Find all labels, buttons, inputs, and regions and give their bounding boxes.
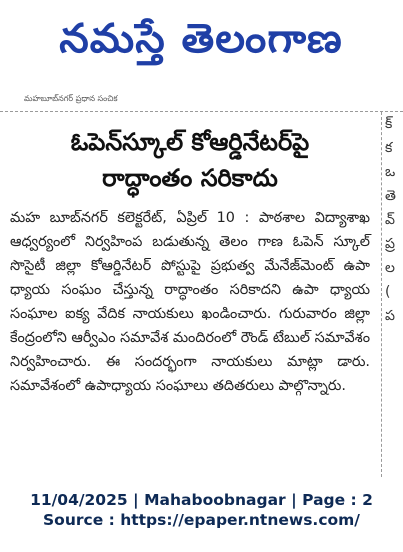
adjacent-line: వ్ <box>385 212 395 228</box>
article-headline <box>0 124 380 196</box>
footer-date-edition: 11/04/2025 | Mahaboobnagar | Page : 2 <box>30 491 373 509</box>
article-body: మహ బూబ్‌నగర్ కలెక్టరేట్, ఏప్రిల్ 10 : పాఠశాల విద్యాశాఖ ఆధ్వర్యంలో నిర్వహింప బడుతున్న తెలం గాణ ఓపెన్ స్కూల్ సొసైటీ జిల్లా కోఆర్డినేటర్ పోస్టుపై ప్రభుత్వ మేనేజ్‌మెంట్ ఉపా ధ్యాయ సంఘం చేస్తున్న రాద్ధాంతం సరికాదని ఉపా ధ్యాయ సంఘాల ఐక్య వేదిక నాయకులు ఖండించారు. గురువారం జిల్లా కేంద్రంలోని ఆర్వీఎం సమావేశ మందిరంలో రౌండ్ టేబుల్ సమావేశం నిర్వహించారు. ఈ సందర్భంగా నాయకులు మాట్లా డారు. సమావేశంలో ఉపాధ్యాయ సంఘాలు తదితరులు పాల్గొన్నారు. <box>10 210 370 394</box>
source-footer <box>0 478 403 552</box>
adjacent-line: ల <box>385 260 395 276</box>
adjacent-line: క్ <box>385 116 393 132</box>
adjacent-line: ఒ <box>385 164 396 180</box>
article <box>0 112 380 478</box>
adjacent-line: క <box>385 140 393 156</box>
column-divider <box>381 112 382 477</box>
dateline: మహబూబ్‌నగర్ ప్రధాన సంచిక <box>24 94 118 103</box>
adjacent-line: తె <box>385 188 396 204</box>
footer-source-link[interactable]: Source : https://epaper.ntnews.com/ <box>43 511 360 529</box>
newspaper-logo: నమస్తే తెలంగాణ <box>59 16 344 62</box>
adjacent-line: ప్ర <box>385 236 395 252</box>
headline-line-1: ఓపెన్‌స్కూల్ కోఆర్డినేటర్‌పై <box>70 128 310 156</box>
headline-line-2: రాద్ధాంతం సరికాదు <box>102 164 278 192</box>
adjacent-column-fragment <box>385 112 403 477</box>
masthead <box>0 0 403 88</box>
adjacent-line: ( <box>385 284 391 300</box>
adjacent-line: ప <box>385 308 395 324</box>
